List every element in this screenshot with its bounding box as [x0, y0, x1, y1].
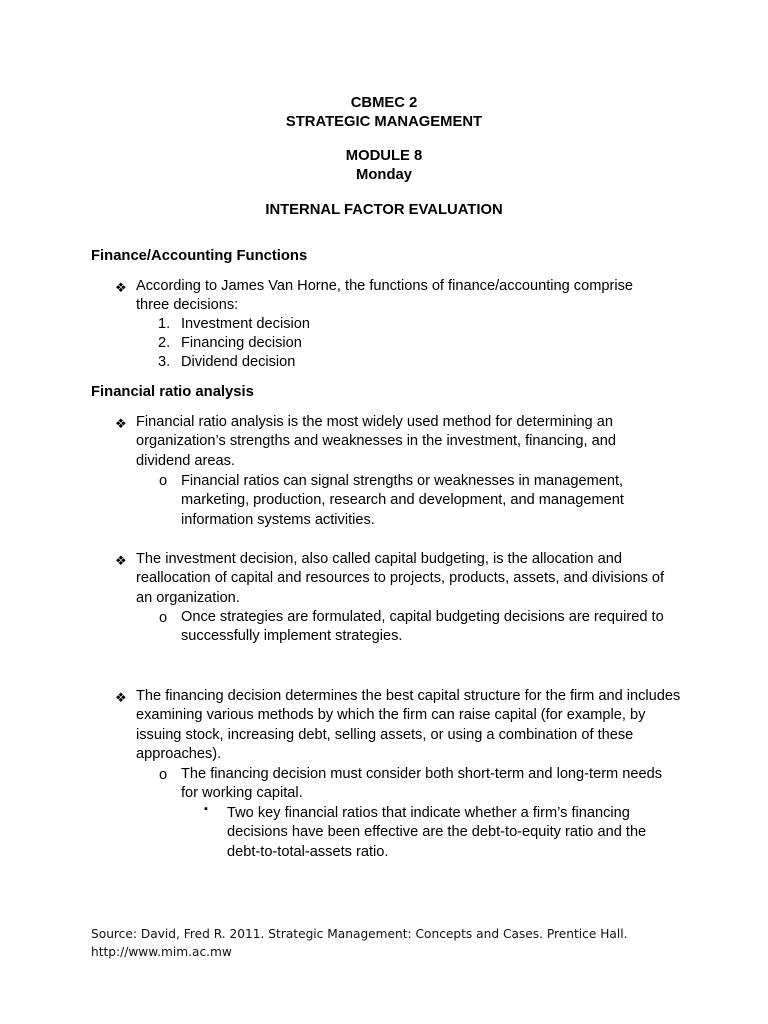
sub-sub-bullet-key-ratios: Two key financial ratios that indicate whether a firm’s financing decisions have been effective are the debt-to-equity ratio and the debt-to-total-assets ratio. — [227, 805, 647, 860]
bullet-investment-decision: The investment decision, also called capital budgeting, is the allocation and reallocation of capital and resources to projects, products, assets, and divisions of an organization. — [136, 551, 665, 606]
day-label: Monday — [356, 167, 412, 183]
diamond-bullet-icon: ❖ — [115, 280, 127, 295]
bullet-ratio-analysis: Financial ratio analysis is the most widely used method for determining an organization’s strengths and weaknesses in the investment, financing, and dividend areas. — [136, 414, 616, 469]
source-citation — [91, 925, 628, 961]
diamond-bullet-icon: ❖ — [115, 553, 127, 568]
sub-bullet-capital-budgeting: Once strategies are formulated, capital budgeting decisions are required to successfully implement strategies. — [181, 609, 664, 645]
list-number: 2. — [158, 335, 171, 351]
list-number: 3. — [158, 354, 171, 370]
bullet-van-horne: According to James Van Horne, the functions of finance/accounting comprise three decisions: — [136, 278, 633, 314]
list-item: Investment decision — [181, 316, 310, 332]
module-block — [0, 147, 768, 185]
list-number: 1. — [158, 316, 171, 332]
sub-bullet-ratio-signals: Financial ratios can signal strengths or weaknesses in management, marketing, production, research and development, and management information systems activities. — [181, 473, 624, 528]
title-block — [0, 94, 768, 132]
subject-title: STRATEGIC MANAGEMENT — [285, 114, 483, 130]
section-heading-ratio: Financial ratio analysis — [91, 384, 254, 400]
circle-bullet-icon: o — [159, 610, 168, 626]
circle-bullet-icon: o — [159, 767, 168, 783]
course-code: CBMEC 2 — [350, 95, 418, 111]
topic-title: INTERNAL FACTOR EVALUATION — [265, 202, 503, 218]
bullet-financing-decision: The financing decision determines the best capital structure for the firm and includes examining various methods by which the firm can raise capital (for example, by issuing stock, increasing debt, selling assets, or using a combination of these approaches). — [136, 688, 681, 762]
source-url: http://www.mim.ac.mw — [91, 945, 232, 959]
list-item: Financing decision — [181, 335, 302, 351]
diamond-bullet-icon: ❖ — [115, 690, 127, 705]
source-text: Source: David, Fred R. 2011. Strategic Management: Concepts and Cases. Prentice Hall. — [91, 927, 628, 941]
section-heading-finance: Finance/Accounting Functions — [91, 248, 308, 264]
square-bullet-icon: ▪ — [204, 803, 208, 815]
circle-bullet-icon: o — [159, 473, 168, 489]
list-item: Dividend decision — [181, 354, 296, 370]
diamond-bullet-icon: ❖ — [115, 416, 127, 431]
module-label: MODULE 8 — [345, 148, 423, 164]
sub-bullet-working-capital: The financing decision must consider both short-term and long-term needs for working capital. — [181, 766, 663, 802]
